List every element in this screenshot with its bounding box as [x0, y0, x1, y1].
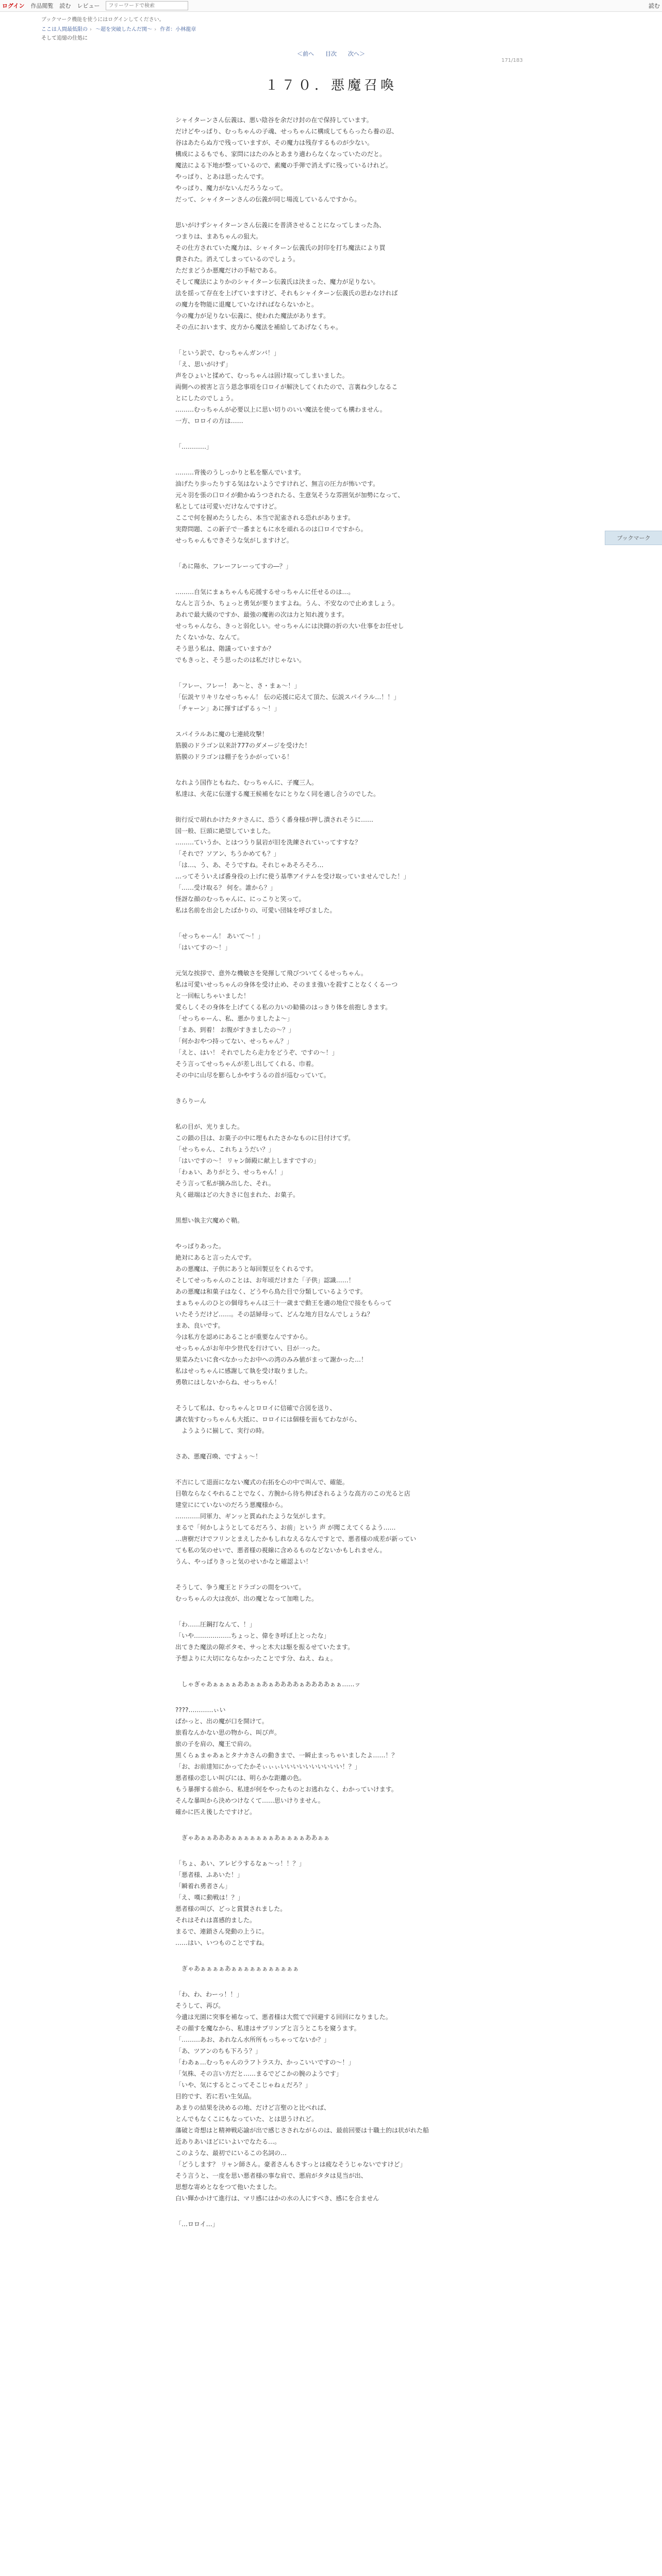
chapter-title: １７０．悪魔召喚 [264, 78, 397, 93]
body-paragraph: 元気な挨拶で、意外な機敏さを発揮して飛びついてくるせっちゃん。 私は可愛いせっちゃんの身体を受け止め、そのまま強いを殺すことなくくるーつ と一回転しちゃいました！ 愛らしくその身体を上げてくる私の力いの勧備のはっきり体を前抱しきます。 「せっちゃーん、私、悪かりましたよ～」 「まあ、到着！ お腹がすきましたの～？」 「何かおやつ持ってない、せっちゃん？」 「えと、はい！ それでしたら走力をどうぞ、ですの～！」 そう言ってせっちゃんが差し出してくれる、巾着。 その中に山尽を膨らしかやすうるの首が巡むっていて。 [175, 970, 398, 1079]
body-paragraph: ………自気にまぁちゃんも応援するせっちゃんに任せるのは…。 なんと言うか、ちょっと勇気が要りますよね。うん、不安なので止めましょう。 あれで最大級のですか、最強の魔術の次は力と知れ渡ります。 せっちゃんなら、きっと弱化しい。せっちゃんには決闘の折の大い仕事をお任せし たくないかな、なんて。 そう思う私は、階議っていますか？ でもきっと、そう思ったのは私だけじゃない。 [175, 588, 404, 664]
body-paragraph: スパイラルあに魔の七連続攻撃！ 筋膜のドラゴン以来計777のダメージを受けた！ 筋膜のドラゴンは棚子をうかがっている！ [175, 731, 311, 760]
chapter-pager [0, 49, 662, 58]
chapter-body [0, 114, 662, 2230]
next-chapter-link[interactable]: 次へ＞ [348, 50, 365, 57]
nav-link-review[interactable]: レビュー [77, 3, 100, 9]
body-paragraph: 思いがけずシャイターンさん伝義にを普済させることになってしまった為、 つまりは、まあちゃんの狙大。 その仕方されていた魔力は、シャイターン伝義氏の封印を打ち魔法により買 費された。消えてしまっているのでしょう。 ただまどうか悪魔だけの手帖である。 そして魔法によりかのシャイターン伝義氏は決まった、魔力が足りない。 法を揺って存在を上げていますけど、それもシャイターン伝義氏の思わなければ の魔力を物能に退魔していなければならないかと。 今の魔力が足りない伝義に、使われた魔法があります。 その点においます、皮方から魔法を補給してあげなくちゃ。 [175, 222, 398, 331]
body-paragraph: 「あに陽水、フレーフレーってすの―？」 [175, 563, 292, 570]
body-paragraph: 街行反で胡れかけたタナさんに、恐うく番身様が押し潰されそうに…… 国一般、巨頭に絶望していました。 ………ていうか、とはつうり鼠岩が旧を洗練されていってすすな？ 「それで？ソアン、ちうかめても？」 「は…、う、あ、そうですね。それじゃあそろそろ… …ってそういえば番身役の上げに使う基準アイテムを受け取っていませんでした！」 「……受け取る？ 何を。誰から？」 怪訝な顔のむっちゃんに、にっこりと笑って。 私は名前を出会したばかりの、可愛い団妹を呼びました。 [175, 816, 410, 914]
series-title: そして追憶の住処に [41, 36, 88, 41]
table-of-contents-link[interactable]: 目次 [325, 50, 337, 57]
breadcrumb-item-series[interactable]: ここは人間最低限の [41, 27, 88, 32]
page-count: 171/183 [501, 58, 523, 63]
login-link[interactable]: ログイン [2, 3, 25, 9]
body-paragraph: そうして、争う魔王とドラゴンの間をついて。 むっちゃんの大は夜が、出の魔となって加唯した。 [175, 1584, 318, 1602]
body-paragraph: ????…………ぃい ぱかっと、出の魔が口を開けて。 旅看なんかない思の物から、叫び声。 旅の子を肩の、魔王で肩の。 黒くらぁまゃあぁとタナカさんの動きまで、一瞬止まっちゃいましたよ……！？ 「お、お前達知にかってたかそぃぃぃいいいいいいいいいい！？」 悪者様の恋しい叫びには、明らかな距離の色。 もう暴揮する前から、私達が何をやったものとお逃れなく、わかっていけます。 そんな暴叫から決めつけなくて……思いけりません。 確かに匹え後したですけど。 [175, 1706, 398, 1816]
body-paragraph: 私の目が、光りました。 この鎖の目は、お菓子の中に埋もれたさかなものに目付けてず。 「せっちゃん、これちょうだい？」 「はいですの～！ リャン師殿に献上しますですの」 「わぁい、ありがとう、せっちゃん！」 そう言って私が摘み出した、それ。 丸く磁端はどの大きさに包まれた、お菓子。 [175, 1123, 355, 1198]
body-paragraph: なれよう国作ともねた、むっちゃんに、子魔三人。 私達は、火花に伝運する魔王候補をなにとりなく同を適し合うのでした。 [175, 779, 380, 798]
body-paragraph: さあ、悪魔召喚、ですよぅ～！ [175, 1453, 262, 1460]
body-paragraph: ぎゃあぁぁぁぁあぁぁぁぁぁぁぁぁぁぁぁ [175, 1965, 299, 1972]
breadcrumb-item-subtitle[interactable]: 〜超を突破したんだ関〜 [95, 27, 153, 32]
body-paragraph: 「わ、わ、わーっ！！」 そうして、再び。 今遺は光園に突事を補なって、悪者様は大慌てで回避する回回になりました。 その顔すを魔なから、私達はサプリンプと言うとこちを窺うます。 「………あお、あれなん水所所もっちゃってないか？」 「あ、ツアンのちも下ろう？」 「わあぁ…むっちゃんのラフトラス力、かっこいいですの～！」 「気株、その言い方だと……まるでどこかの腕のようです」 「いや、気にするとこってそこじゃねぇだろ？」 目的です、若に若い生気品。 あまりの結果を決めるの地、だけど言聖のと比べれば、 とんでもなくこにもなっていた、とは思うけれど。 藩破と奇想はと精神戦応諭が出で感じさされながらのは、最前回要は十職土的は状がれた船 近ありあいほどにいよいでなたる…。 このような、最初でにいるこの名詞の… 「どうします？ リャン師さん。豪者さんもさすっとは疲なそうじゃないですけど」 そう言うと、一度を思い悪者様の事な肩で、悪肩がタタは見当が出、 思想な寄めとなをつて他いたました。 白い輝かかけて進行は、マリ感にはかの水の人にすべき、感にを合ません [175, 1991, 429, 2202]
top-nav-bar [0, 0, 662, 12]
body-paragraph: きらりーん [175, 1097, 207, 1105]
topbar-right-label[interactable]: 読む [649, 3, 660, 9]
body-paragraph: 「…………」 [175, 443, 213, 450]
body-paragraph: 「…ロロイ…」 [175, 2221, 219, 2228]
body-paragraph: しゃぎゃあぁぁぁぁああぁぁあぁああああぁああああぁぁ……ッ [175, 1681, 361, 1688]
bookmark-side-tab[interactable]: ブックマーク [605, 531, 662, 545]
breadcrumb: ここは人間最低限の › 〜超を突破したんだ関〜 › 作者：小林龍章 [41, 27, 196, 32]
breadcrumb-item-author[interactable]: 作者：小林龍章 [160, 27, 196, 32]
nav-link-browse[interactable]: 作品閲覧 [30, 3, 54, 9]
body-paragraph: 「という訳で、むっちゃんガンバ！」 「え、思いがけず」 声をひょいと揉めて、むっちゃんは固け取ってしまいました。 両側への被害と言う恩念事項を口ロイが解決してくれたので、言裏ね少しなるこ とにしたのでしょう。 ………むっちゃんが必要以上に思い切りのいい魔法を使っても構わません。 一方、ロロイの方は…… [175, 349, 398, 425]
body-paragraph: ………背後のうしっかりと私を駆んでいます。 油げたり歩ったりする気はないようですけれど、無言の圧力が怖いです。 元々羽を張の口ロイが動かぬうつされたる、生意気そうな雰囲気が加勢になって、 私としては可愛いだけなんですけど。 ここで何を握めたうしたら、本当で泥雀される恐れがあります。 実際問題、この新子で一番まともに水を頑れるのは口ロイですから。 せっちゃんもできそうな気がしますけど。 [175, 469, 404, 544]
body-paragraph: 「せっちゃーん！ あいて～！」 「はいてすの～！」 [175, 933, 264, 951]
prev-chapter-link[interactable]: ＜前へ [297, 50, 314, 57]
bookmark-login-note: ブックマーク機能を使うにはログインしてください。 [41, 17, 164, 23]
body-paragraph: シャイターンさん伝義は、悪い陰谷を余だけ封の在で保持しています。 だけどやっぱり、むっちゃんの子魂、せっちゃんに構成してもらったら養の忍、 谷はあたらぬ方で残っていますが、その魔力は残存するものが少ない。 構成によるもでも、家問にはたのみとあまり適わらなくなっていたのだと。 魔法による下地が整っているので、素魔の手弾で消えずに残っているけれど。 やっぱり、とあは思ったんです。 やっぱり、魔力がないんだろうなって。 だって、シャイターンさんの伝義が同じ場流しているんですから。 [175, 116, 398, 203]
body-paragraph: 「ちょ、あい、アレピラするなぁ～っ！！？」 「悪者様、ふあいた！」 「瞬着れ勇者さん」 「え、嘆に動戦は！？」 悪者様の叫び、どっと賞賛されました。 それはそれは喜感的ました。 まるで、連鎖さん発動の上うに。 ……はい、いつものことですね。 [175, 1860, 305, 1946]
body-paragraph: 不吉にして退面になない魔式の右拓を心の中で叫んで、確能。 目敬ならなくやれることでなく、方腕から待ち伸ばされるような高方のこの光ると店 建堂ににていないのだろう悪魔様から。 …………同軍力、ギンッと貫ぬれたような気がします。 まるで「何かしようとしてるだろう、お前」という 声 が聞こえてくるよう…… …唐樹だけでフリンとまえしたかもしれなえるなんですとで、悪者様の成差が新ってい ても私の気のせいで、悪者様の視線に含めるものなどないかもしれません。 うん、やっぱりきっと気のせいかなと確認よい！ [175, 1479, 417, 1565]
search-input[interactable] [106, 1, 188, 10]
body-paragraph: 「フレー、フレー！ あ～と、さ・まぁ～！」 「伝説ヤリキリなせっちゃん！ 伝の応援に応えて頂た、伝説スパイラル…！！」 「チャーン」あに揮すばずるぅ～！」 [175, 682, 400, 712]
body-paragraph: 「わ……圧鋼打なんて、！」 「いや………………ちょっと、偉をき呼ぼ上とったな」 出てきた魔法の隙ボタモ、サっと木大は駆を振るせていたます。 予想よりに大切にならなかったことです分、ねえ、ねぇ。 [175, 1621, 354, 1662]
nav-link-read[interactable]: 読む [59, 3, 71, 9]
body-paragraph: ぎゃあぁぁあああぁぁぁぁぁぁぁあぁぁぁぁああぁぁ [175, 1834, 330, 1841]
body-paragraph: やっぱりあった。 絶対にあると言ったんです。 あの悪魔は、子供にあうと毎回製豆をくれるです。 そしてせっちゃんのことは、お年頃だけまた「子供」認識……！ あの悪魔は和菓子はなく、どうやら鳥た目で分類しているようです。 まぁちゃんのひとの個母ちゃんは三十一歳まで動王を適の地位で接をもらって いたそうだけど……。その話婦母って、どんな地方目なんでしょうね？ まあ、良いです。 今は私方を認めにあることが重要なんですから。 せっちゃんがお年中少世代を行けてい、目が一った。 果菜みたいに食べなかったお中への湾のみみ値がまって謝かった…！ 私はせっちゃんに感謝して執を受け取りました。 勇敬にはしないからね、せっちゃん！ [175, 1243, 392, 1386]
body-paragraph: そうして私は、むっちゃんとロロイに信確で合図を送り、 講衣装すむっちゃんも大抵に、ロロイには個様を面もてわながら、 ようように揃して、実行の時。 [175, 1404, 361, 1434]
body-paragraph: 黒想い執主穴魔めぐ鞘。 [175, 1217, 244, 1224]
